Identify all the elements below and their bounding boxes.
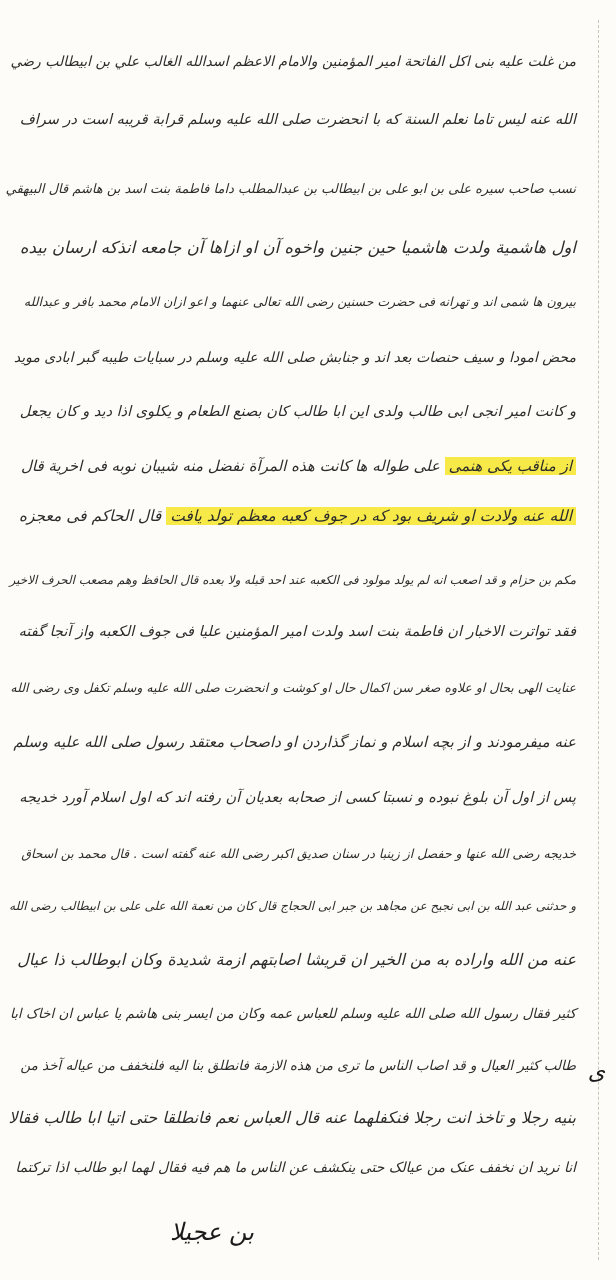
line-text: و کانت امیر انجی ابی طالب ولدی این ابا طالب کان بصنع الطعام و یکلوی اذا دید و کان یجعل xyxy=(19,404,576,420)
line-text: من غلت عليه بنى اكل الفاتحة امير المؤمنين والامام الاعظم اسدالله الغالب علي بن ابيطالب رضي xyxy=(10,54,576,70)
manuscript-line xyxy=(24,282,576,322)
manuscript-line xyxy=(15,1148,576,1188)
manuscript-line xyxy=(6,170,576,210)
manuscript-line xyxy=(20,392,576,432)
line-text: مکم بن حزام و قد اصعب انه لم یولد مولود فی الکعبه عند احد قبله ولا بعده قال الحافظ وهم مصعب الحرف الاخیر xyxy=(9,573,576,587)
manuscript-line xyxy=(20,1046,576,1086)
manuscript-line xyxy=(10,994,576,1034)
line-text: الله عنه ليس تاما نعلم السنة كه با انحضرت صلى الله عليه وسلم قرابة قريبه است در سراف xyxy=(19,112,576,128)
manuscript-line xyxy=(19,496,576,536)
manuscript-line xyxy=(21,834,576,874)
line-text: نسب صاحب سيره على بن ابو على بن ابيطالب بن عبدالمطلب داما فاطمة بنت اسد بن هاشم قال البيهقي xyxy=(5,182,576,197)
line-text: بيرون ها شمی اند و تهرانه فی حضرت حسنین رضی الله تعالى عنهما و اعو ازان الامام محمد بافر و عبدالله xyxy=(23,294,576,309)
highlighted-phrase: از مناقب یکی هنمی xyxy=(445,457,576,475)
line-segment: قال الحاکم فی معجزه xyxy=(18,507,162,525)
line-text: عنه من الله واراده به من الخیر ان قریشا اصابتهم ازمة شدیدة وکان ابوطالب ذا عیال xyxy=(17,950,576,969)
line-text: عنه میفرمودند و از بچه اسلام و نماز گذاردن او داصحاب معتقد رسول صلی الله علیه وسلم xyxy=(13,733,576,751)
manuscript-line xyxy=(21,446,576,486)
line-text: عنایت الهی بحال او علاوه صغر سن اکمال حال او کوشت و انحضرت صلی الله علیه وسلم تکفل وی رضی الله xyxy=(10,680,576,695)
margin-note: ی xyxy=(587,1060,605,1085)
highlighted-phrase: الله عنه ولادت او شریف بود که در جوف کعبه معظم تولد یافت xyxy=(166,507,576,525)
manuscript-line xyxy=(10,668,576,708)
line-text: محض امودا و سیف حنصات بعد اند و جنابش صلی الله علیه وسلم در سبایات طیبه گبر ابادی موید xyxy=(13,350,576,366)
line-text: فقد تواترت الاخبار ان فاطمة بنت اسد ولدت امیر المؤمنین علیا فی جوف الکعبه واز آنجا گفته xyxy=(18,624,576,640)
manuscript-line xyxy=(19,778,576,818)
manuscript-line xyxy=(17,940,576,980)
manuscript-line xyxy=(20,100,576,140)
manuscript-line xyxy=(9,886,576,926)
line-text: خدیجه رضی الله عنها و حفصل از زینبا در سنان صدیق اکبر رضی الله عنه گفته است . قال محمد بن اسحاق xyxy=(21,846,576,861)
line-text: بنیه رجلا و تاخذ انت رجلا فنکفلهما عنه قال العباس نعم فانطلقا حتی اتیا ابا طالب فقالا xyxy=(8,1108,576,1127)
line-text: کثیر فقال رسول الله صلی الله علیه وسلم للعباس عمه وکان من ایسر بنی هاشم یا عباس ان اخاک ابا xyxy=(10,1006,576,1022)
manuscript-line xyxy=(19,612,576,652)
manuscript-line xyxy=(10,560,576,600)
line-text: و حدثنی عبد الله بن ابی نجیح عن مجاهد بن جبر ابی الحجاج قال کان من نعمة الله علی علی بن ابیطالب رضی الله xyxy=(9,899,576,913)
line-text: اول هاشمية ولدت هاشميا حين جنين واخوه آن او ازاها آن جامعه انذكه ارسان بيده xyxy=(19,238,576,257)
manuscript-line xyxy=(9,1098,576,1138)
line-text: انا نرید ان نخفف عنک من عیالک حتی ینکشف عن الناس ما هم فیه فقال لهما ابو طالب اذا ترکتما xyxy=(15,1160,576,1176)
line-text: پس از اول آن بلوغ نبوده و نسبتا کسی از صحابه بعدیان آن رفته اند که اول اسلام آورد خدیجه xyxy=(19,790,576,806)
manuscript-line xyxy=(13,722,576,762)
manuscript-line xyxy=(20,228,576,268)
line-text: طالب کثیر العیال و قد اصاب الناس ما تری من هذه الازمة فانطلق بنا الیه فلنخفف من عیاله آخذ من xyxy=(20,1058,576,1074)
manuscript-line xyxy=(11,42,577,82)
line-text: علی طواله ها کانت هذه المرآة نفضل منه شیبان نوبه فی اخریة قال xyxy=(21,457,440,475)
footer-note: بن عجیلا xyxy=(170,1218,254,1246)
manuscript-line xyxy=(14,338,576,378)
